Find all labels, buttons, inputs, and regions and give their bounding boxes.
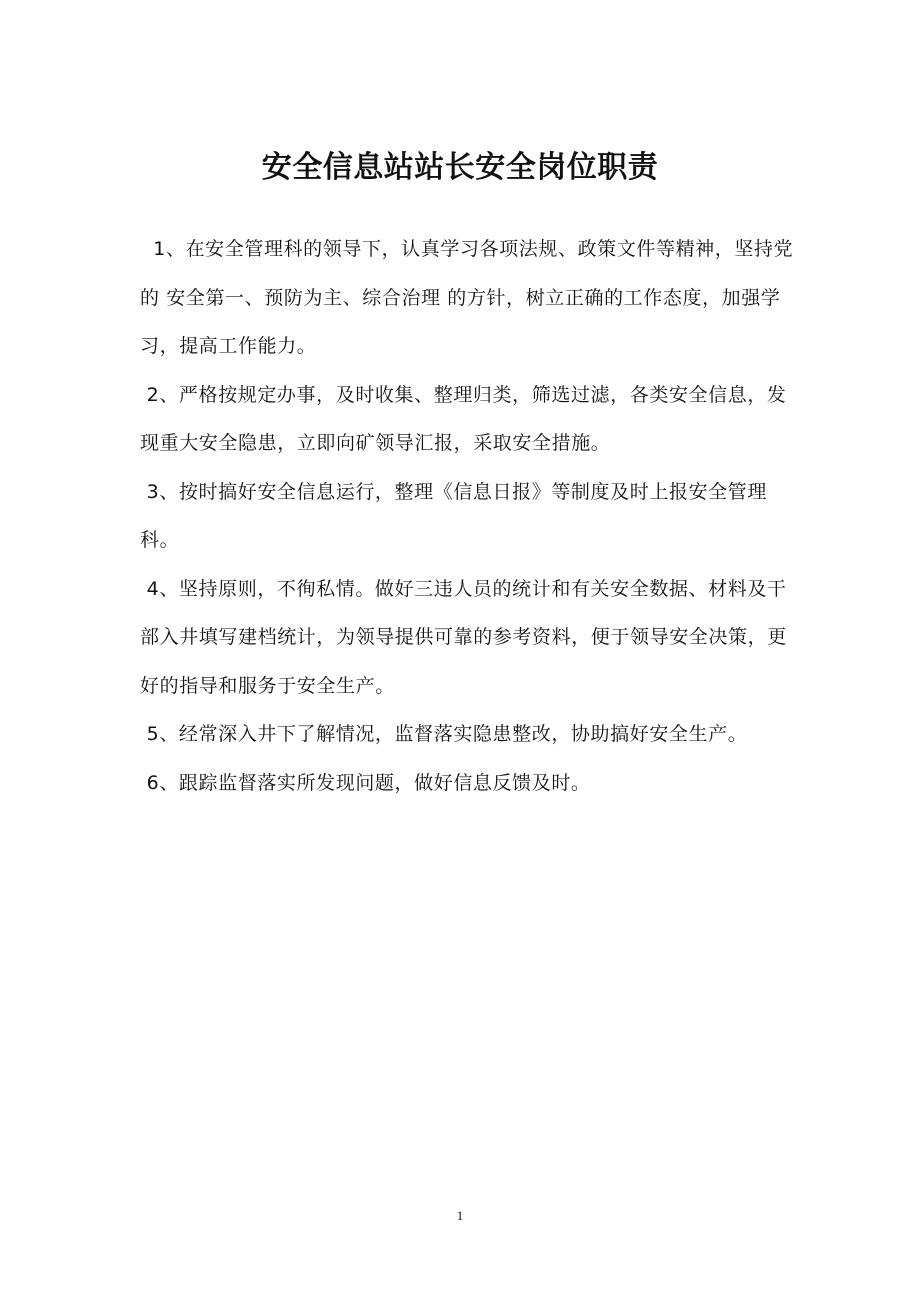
document-body <box>140 225 800 807</box>
document-title: 安全信息站站长安全岗位职责 <box>261 150 659 185</box>
paragraph-2: 2、严格按规定办事，及时收集、整理归类，筛选过滤，各类安全信息，发现重大安全隐患，立即向矿领导汇报，采取安全措施。 <box>140 383 787 454</box>
paragraph-1: 1、在安全管理科的领导下，认真学习各项法规、政策文件等精神，坚持党的 安全第一、预防为主、综合治理 的方针，树立正确的工作态度，加强学习，提高工作能力。 <box>140 238 794 357</box>
page-number: 1 <box>456 1208 464 1223</box>
paragraph-5: 5、经常深入井下了解情况，监督落实隐患整改，协助搞好安全生产。 <box>140 723 748 745</box>
paragraph-4: 4、坚持原则，不徇私情。做好三违人员的统计和有关安全数据、材料及干部入井填写建档统计，为领导提供可靠的参考资料，便于领导安全决策，更好的指导和服务于安全生产。 <box>140 577 787 697</box>
paragraph-6: 6、跟踪监督落实所发现问题，做好信息反馈及时。 <box>140 771 591 794</box>
paragraph-3: 3、按时搞好安全信息运行，整理《信息日报》等制度及时上报安全管理科。 <box>140 480 767 551</box>
